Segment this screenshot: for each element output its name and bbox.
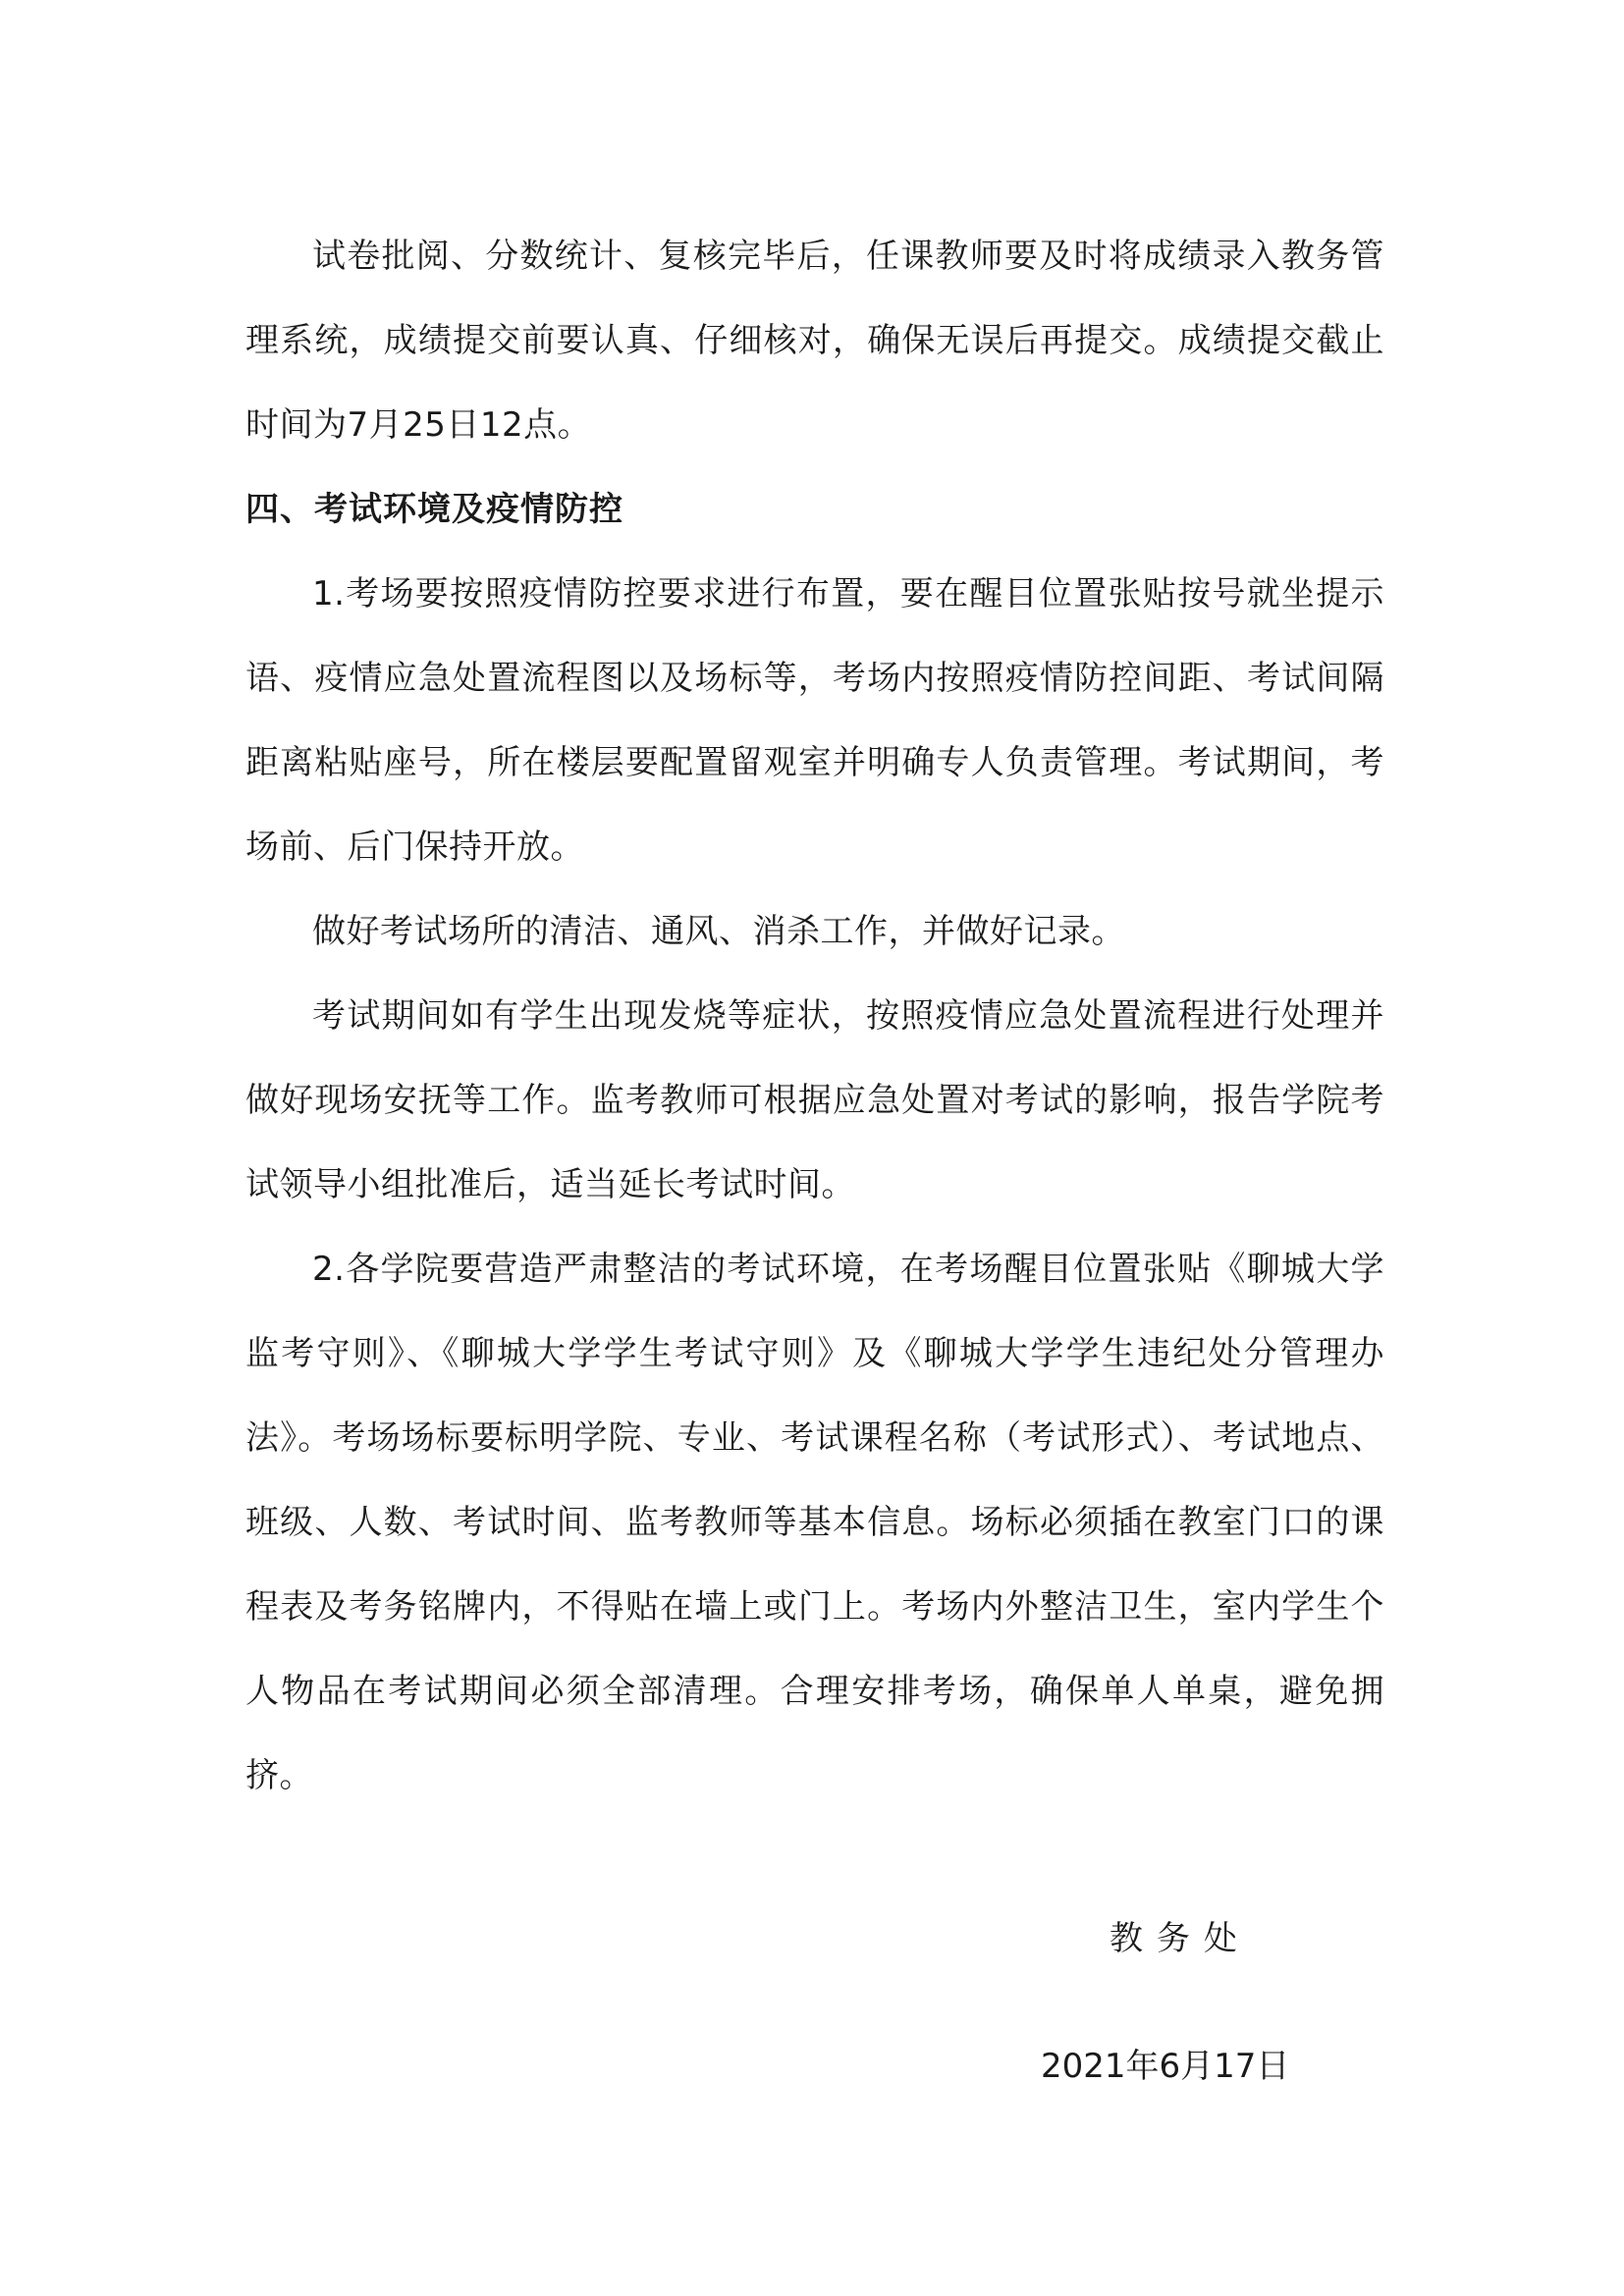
paragraph-fever-handling: 考试期间如有学生出现发烧等症状，按照疫情应急处置流程进行处理并做好现场安抚等工作。监考教师可根据应急处置对考试的影响，报告学院考试领导小组批准后，适当延长考试时间。 [245, 996, 1384, 1204]
signature-office: 教务处 [1110, 1919, 1251, 1958]
document-body [245, 214, 1384, 1818]
paragraph-grade-submission: 试卷批阅、分数统计、复核完毕后，任课教师要及时将成绩录入教务管理系统，成绩提交前要认真、仔细核对，确保无误后再提交。成绩提交截止时间为7月25日12点。 [245, 237, 1384, 445]
paragraph-exam-room-layout: 1.考场要按照疫情防控要求进行布置，要在醒目位置张贴按号就坐提示语、疫情应急处置流程图以及场标等，考场内按照疫情防控间距、考试间隔距离粘贴座号，所在楼层要配置留观室并明确专人负责管理。考试期间，考场前、后门保持开放。 [245, 574, 1384, 867]
paragraph-exam-rules: 2.各学院要营造严肃整洁的考试环境，在考场醒目位置张贴《聊城大学监考守则》、《聊城大学学生考试守则》及《聊城大学学生违纪处分管理办法》。考场场标要标明学院、专业、考试课程名称（考试形式）、考试地点、班级、人数、考试时间、监考教师等基本信息。场标必须插在教室门口的课程表及考务铭牌内，不得贴在墙上或门上。考场内外整洁卫生，室内学生个人物品在考试期间必须全部清理。合理安排考场，确保单人单桌，避免拥挤。 [245, 1250, 1384, 1795]
paragraph-cleaning: 做好考试场所的清洁、通风、消杀工作，并做好记录。 [312, 912, 1125, 951]
section-heading-exam-environment: 四、考试环境及疫情防控 [245, 490, 623, 529]
signature-date: 2021年6月17日 [1041, 2047, 1290, 2086]
